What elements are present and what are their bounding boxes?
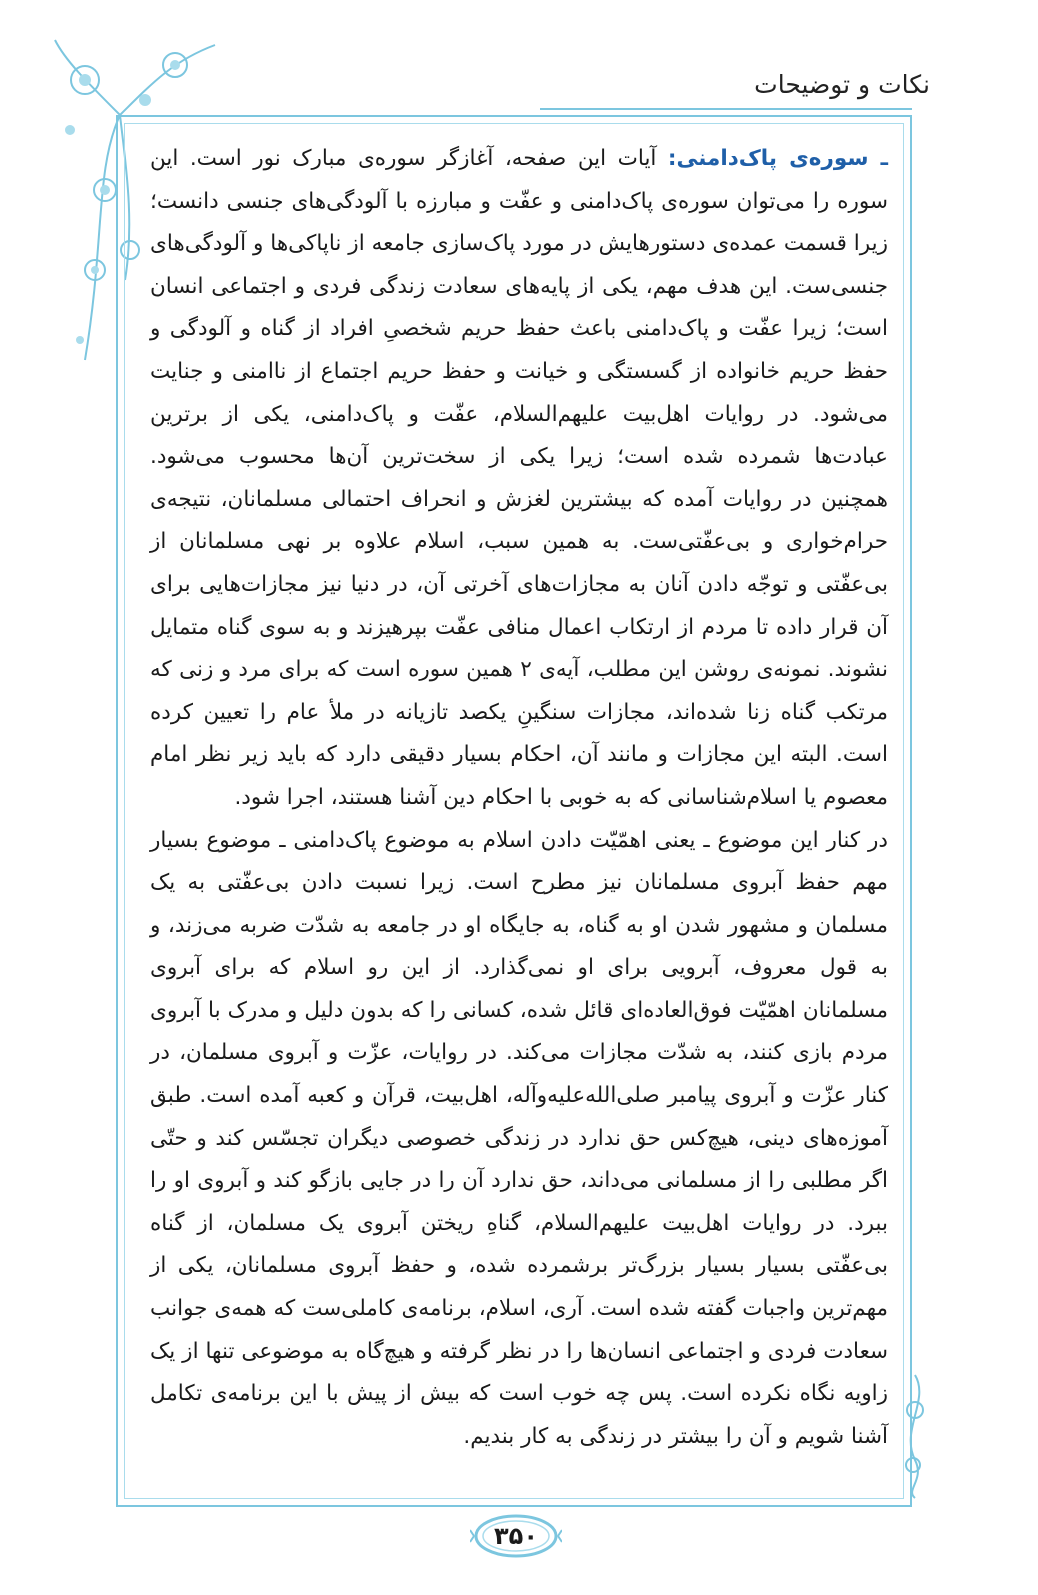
header-divider [540, 108, 912, 110]
paragraph [150, 138, 888, 820]
paragraph-lead: ـ سوره‌ی پاک‌دامنی: [667, 146, 888, 171]
paragraph [150, 820, 888, 1459]
paragraph-text: آیات این صفحه، آغازگر سوره‌ی مبارک نور است. این سوره را می‌توان سوره‌ی پاک‌دامنی و عفّت و مبارزه با آلودگی‌های جنسی دانست؛ زیرا قسمت عمده‌ی دستورهایش در مورد پاک‌سازی جامعه از ناپاکی‌ها و آلودگی‌های جنسی‌ست. این هدف مهم، یکی از پایه‌های سعادت زندگی فردی و اجتماعی انسان است؛ زیرا عفّت و پاک‌دامنی باعث حفظ حریم شخصیِ افراد از گناه و آلودگی و حفظ حریم خانواده از گسستگی و خیانت و حفظ حریم اجتماع از ناامنی و جنایت می‌شود. در روایات اهل‌بیت علیهم‌السلام، عفّت و پاک‌دامنی، یکی از برترین عبادت‌ها شمرده شده است؛ زیرا یکی از سخت‌ترین آن‌ها محسوب می‌شود. همچنین در روایات آمده که بیشترین لغزش و انحراف احتمالی مسلمانان، نتیجه‌ی حرام‌خواری و بی‌عفّتی‌ست. به همین سبب، اسلام علاوه بر نهی مسلمانان از بی‌عفّتی و توجّه دادن آنان به مجازات‌های آخرتی آن، در دنیا نیز مجازات‌هایی برای آن قرار داده تا مردم از ارتکاب اعمال منافی عفّت بپرهیزند و به سوی گناه متمایل نشوند. نمونه‌ی روشن این مطلب، آیه‌ی ۲ همین سوره است که برای مرد و زنی که مرتکب گناه زنا شده‌اند، مجازات سنگینِ یکصد تازیانه در ملأ عام را تعیین کرده است. البته این مجازات و مانند آن، احکام بسیار دقیقی دارد که باید زیر نظر امام معصوم یا اسلام‌شناسانی که به خوبی با احکام دین آشنا هستند، اجرا شود. [150, 146, 889, 810]
paragraph-text: در کنار این موضوع ـ یعنی اهمّیّت دادن اسلام به موضوع پاک‌دامنی ـ موضوع بسیار مهم حفظ آبروی مسلمانان نیز مطرح است. زیرا نسبت دادن بی‌عفّتی به یک مسلمان و مشهور شدن او به گناه، به جایگاه او در جامعه به شدّت ضربه می‌زند، و به قول معروف، آبرویی برای او نمی‌گذارد. از این رو اسلام که برای آبروی مسلمانان اهمّیّت فوق‌العاده‌ای قائل شده، کسانی را که بدون دلیل و مدرک با آبروی مردم بازی کنند، به شدّت مجازات می‌کند. در روایات، عزّت و آبروی مسلمان، در کنار عزّت و آبروی پیامبر صلی‌الله‌علیه‌وآله، اهل‌بیت، قرآن و کعبه آمده است. طبق آموزه‌های دینی، هیچ‌کس حق ندارد در زندگی خصوصی دیگران تجسّس کند و حتّی اگر مطلبی را از مسلمانی می‌داند، حق ندارد آن را در جایی بازگو کند و آبروی او را ببرد. در روایات اهل‌بیت علیهم‌السلام، گناهِ ریختن آبروی یک مسلمان، از گناه بی‌عفّتی بسیار بسیار بزرگ‌تر برشمرده شده، و حفظ آبروی مسلمانان، یکی از مهم‌ترین واجبات گفته شده است. آری، اسلام، برنامه‌ی کاملی‌ست که همه‌ی جوانب سعادت فردی و اجتماعی انسان‌ها را در نظر گرفته و هیچ‌گاه به موضوعی تنها از یک زاویه نگاه نکرده است. پس چه خوب است که بیش از پیش با این برنامه‌ی تکامل آشنا شویم و آن را بیشتر در زندگی به کار بندیم. [150, 827, 888, 1449]
page-number: ۳۵۰ [494, 1522, 538, 1550]
section-title: نکات و توضیحات [754, 70, 930, 99]
page-number-badge [470, 1510, 562, 1562]
body-text [150, 138, 888, 1458]
